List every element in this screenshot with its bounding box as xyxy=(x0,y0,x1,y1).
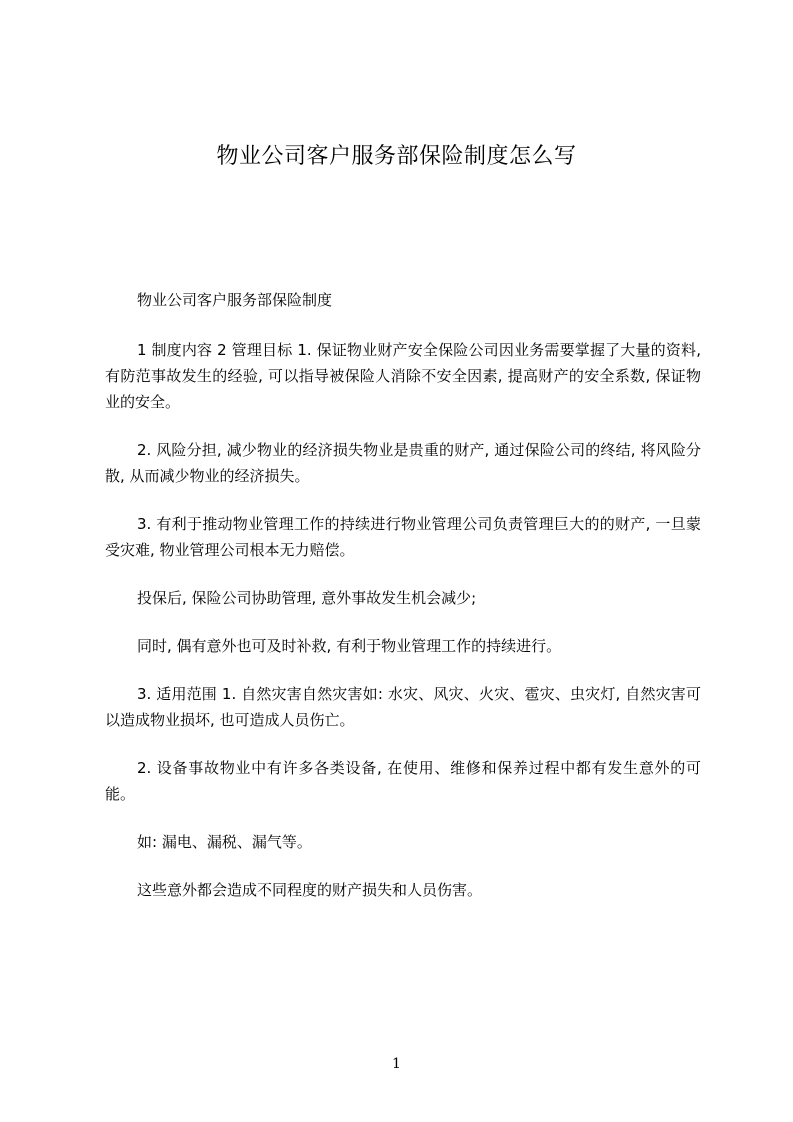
paragraph: 2. 设备事故物业中有许多各类设备, 在使用、维修和保养过程中都有发生意外的可能。 xyxy=(105,759,701,803)
paragraph: 同时, 偶有意外也可及时补救, 有利于物业管理工作的持续进行。 xyxy=(137,637,562,655)
paragraph: 这些意外都会造成不同程度的财产损失和人员伤害。 xyxy=(137,881,483,899)
paragraph: 如: 漏电、漏税、漏气等。 xyxy=(137,833,312,851)
paragraph: 1 制度内容 2 管理目标 1. 保证物业财产安全保险公司因业务需要掌握了大量的资料, 有防范事故发生的经验, 可以指导被保险人消除不安全因素, 提高财产的安全系数, 保证物业的安全。 xyxy=(105,341,701,411)
paragraph: 投保后, 保险公司协助管理, 意外事故发生机会减少; xyxy=(137,589,477,607)
section-heading: 物业公司客户服务部保险制度 xyxy=(137,291,333,309)
paragraph: 3. 适用范围 1. 自然灾害自然灾害如: 水灾、风灾、火灾、雹灾、虫灾灯, 自然灾害可以造成物业损坏, 也可造成人员伤亡。 xyxy=(105,685,701,729)
document-body xyxy=(105,287,701,925)
page-number: 1 xyxy=(392,1056,401,1072)
paragraph: 2. 风险分担, 减少物业的经济损失物业是贵重的财产, 通过保险公司的终结, 将风险分散, 从而减少物业的经济损失。 xyxy=(105,441,701,485)
paragraph: 3. 有利于推动物业管理工作的持续进行物业管理公司负责管理巨大的的财产, 一旦蒙受灾难, 物业管理公司根本无力赔偿。 xyxy=(105,515,701,559)
document-title: 物业公司客户服务部保险制度怎么写 xyxy=(216,144,577,169)
